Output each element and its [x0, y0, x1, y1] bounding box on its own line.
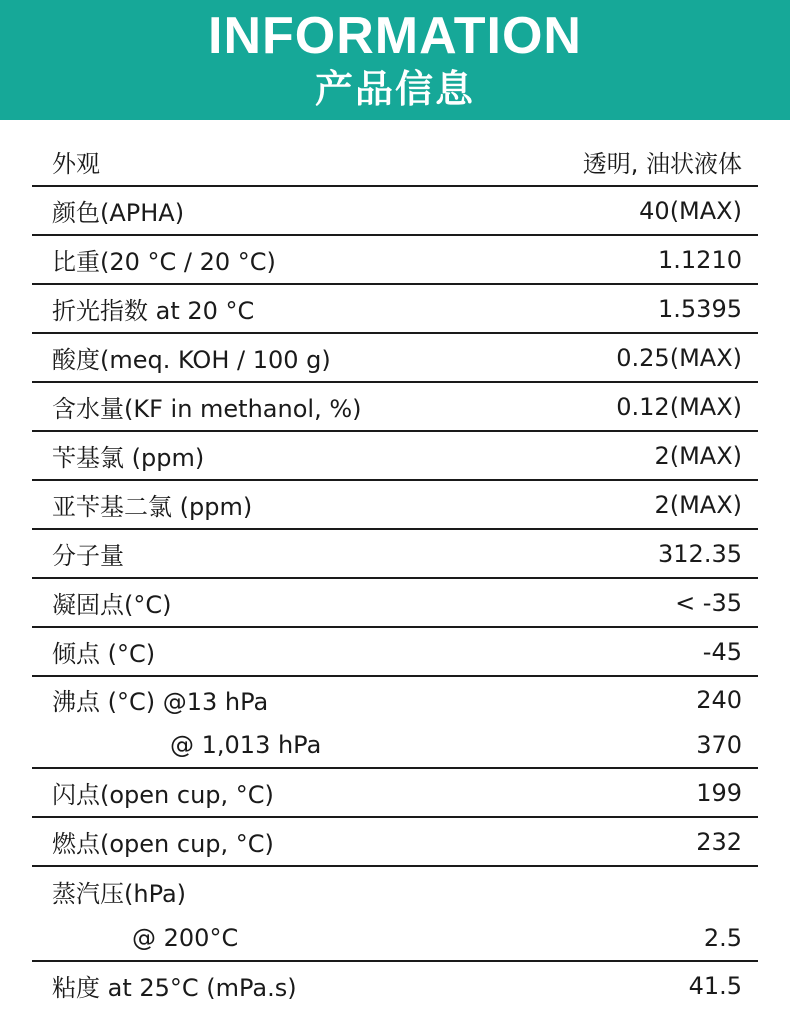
row-label: 颜色(APHA): [52, 199, 185, 227]
row-label: 酸度(meq. KOH / 100 g): [52, 346, 331, 374]
row-label: 含水量(KF in methanol, %): [52, 395, 362, 423]
table-row: [32, 481, 758, 530]
row-value: 透明, 油状液体: [582, 150, 742, 178]
table-row: [32, 579, 758, 628]
table-row: [32, 187, 758, 236]
table-row-boiling-point: [32, 677, 758, 769]
row-label: 倾点 (°C): [52, 640, 156, 668]
row-label: 燃点(open cup, °C): [52, 830, 274, 858]
table-row: [32, 138, 758, 187]
row-value: 312.35: [658, 539, 742, 568]
row-sub-label: @ 1,013 hPa: [170, 730, 322, 759]
table-row: [32, 818, 758, 867]
row-label: 凝固点(°C): [52, 591, 172, 619]
row-label: 沸点 (°C) @13 hPa: [52, 688, 269, 716]
table-row: [32, 530, 758, 579]
table-row: [32, 769, 758, 818]
table-row: [32, 334, 758, 383]
row-label: 折光指数 at 20 °C: [52, 297, 255, 325]
row-label: 闪点(open cup, °C): [52, 781, 274, 809]
row-value: 2(MAX): [654, 441, 742, 470]
title-chinese: 产品信息: [314, 67, 475, 111]
row-value: 2(MAX): [654, 490, 742, 519]
row-label: 外观: [52, 150, 100, 178]
row-value: 40(MAX): [639, 196, 742, 225]
row-value: 240: [696, 685, 742, 714]
header-banner: [0, 0, 790, 120]
row-value: 0.12(MAX): [616, 392, 742, 421]
row-value: 0.25(MAX): [616, 343, 742, 372]
row-label: 粘度 at 25°C (mPa.s): [52, 974, 297, 1002]
row-sub-label: @ 200°C: [132, 923, 239, 952]
row-label: 比重(20 °C / 20 °C): [52, 248, 276, 276]
row-label: 苄基氯 (ppm): [52, 444, 205, 472]
product-info-table: [32, 138, 758, 1009]
table-row: [32, 432, 758, 481]
row-value: 199: [696, 778, 742, 807]
table-row: [32, 236, 758, 285]
row-value: 1.1210: [658, 245, 742, 274]
row-sub-value: 370: [696, 730, 742, 759]
row-value: 232: [696, 827, 742, 856]
row-value: -45: [702, 637, 742, 666]
table-row: [32, 285, 758, 334]
title-english: INFORMATION: [208, 7, 582, 65]
row-value: 1.5395: [658, 294, 742, 323]
table-row: [32, 962, 758, 1009]
row-value: 41.5: [688, 971, 742, 1000]
table-row: [32, 628, 758, 677]
row-label: 分子量: [52, 542, 124, 570]
row-value: < -35: [675, 588, 742, 617]
table-row-vapor-pressure: [32, 867, 758, 962]
row-label: 蒸汽压(hPa): [52, 879, 187, 908]
row-label: 亚苄基二氯 (ppm): [52, 493, 253, 521]
table-row: [32, 383, 758, 432]
row-sub-value: 2.5: [703, 923, 742, 952]
